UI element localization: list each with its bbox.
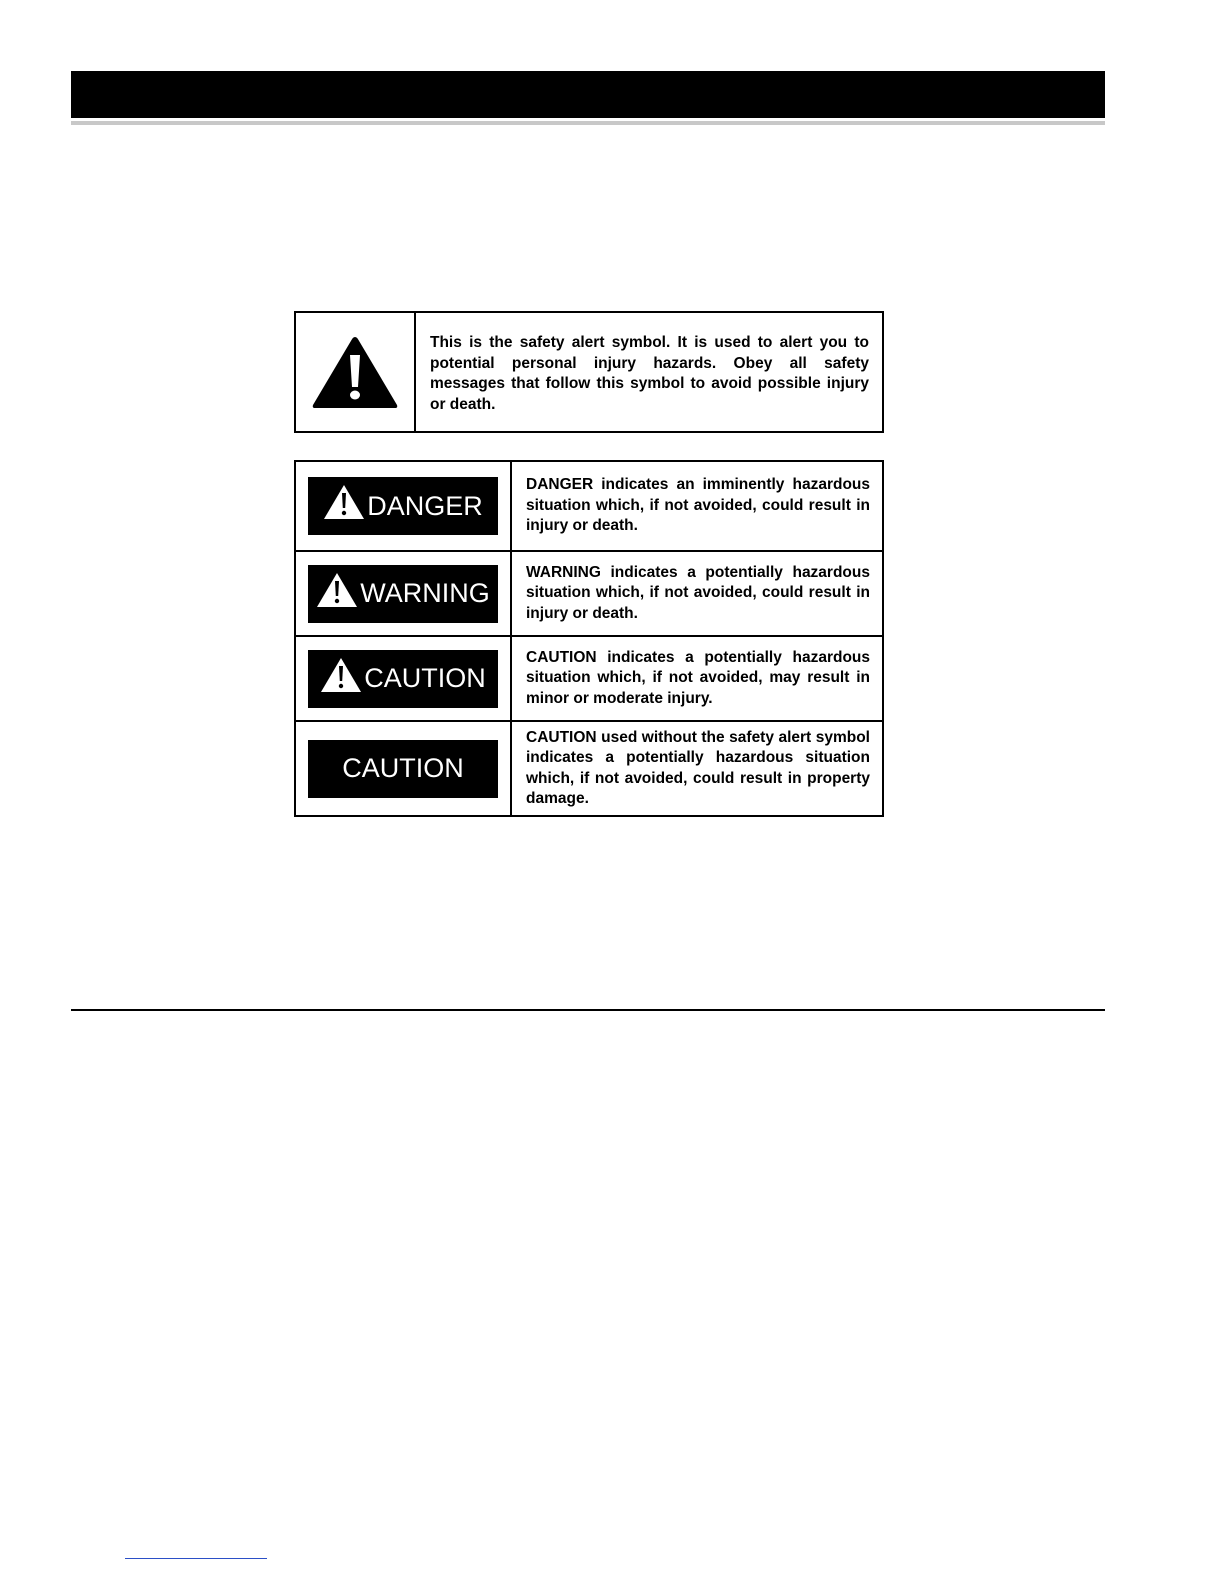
signal-description <box>512 637 882 720</box>
bottom-rule <box>71 1009 1105 1011</box>
caution-label-text: CAUTION <box>364 663 486 693</box>
caution-property-label-text: CAUTION <box>342 753 464 783</box>
signal-description <box>512 552 882 635</box>
signal-row-caution-property <box>296 722 882 815</box>
safety-alert-triangle-icon <box>310 333 400 411</box>
alert-triangle-icon <box>320 657 362 693</box>
caution-property-label <box>308 740 498 798</box>
signal-label-cell <box>296 722 512 815</box>
alert-description: This is the safety alert symbol. It is used to alert you to potential personal injury hazards. Obey all safety messages that follow this symbol to avoid possible injury or death. <box>430 334 869 413</box>
signal-row-warning <box>296 552 882 637</box>
caution-label <box>308 650 498 708</box>
caution-description: CAUTION indicates a potentially hazardous situation which, if not avoided, may result in minor or moderate injury. <box>526 648 870 707</box>
danger-label-text: DANGER <box>367 490 483 521</box>
alert-triangle-icon <box>316 572 358 608</box>
signal-description <box>512 722 882 815</box>
header-rule <box>71 121 1105 125</box>
header-bar <box>71 71 1105 118</box>
signal-row-caution <box>296 637 882 722</box>
signal-row-danger <box>296 462 882 552</box>
safety-alert-box <box>294 311 884 433</box>
caution-property-description: CAUTION used without the safety alert symbol indicates a potentially hazardous situation which, if not avoided, could result in property damage. <box>526 728 870 807</box>
footer-link-underline <box>125 1558 267 1559</box>
warning-label <box>308 565 498 623</box>
signal-label-cell <box>296 637 512 720</box>
signal-word-table <box>294 460 884 817</box>
warning-label-text: WARNING <box>360 578 490 608</box>
alert-triangle-icon <box>323 484 365 520</box>
signal-description <box>512 462 882 550</box>
signal-label-cell <box>296 462 512 550</box>
danger-label <box>308 477 498 535</box>
alert-icon-cell <box>296 313 416 431</box>
signal-label-cell <box>296 552 512 635</box>
danger-description: DANGER indicates an imminently hazardous situation which, if not avoided, could result in injury or death. <box>526 476 870 535</box>
warning-description: WARNING indicates a potentially hazardous situation which, if not avoided, could result in injury or death. <box>526 563 870 622</box>
